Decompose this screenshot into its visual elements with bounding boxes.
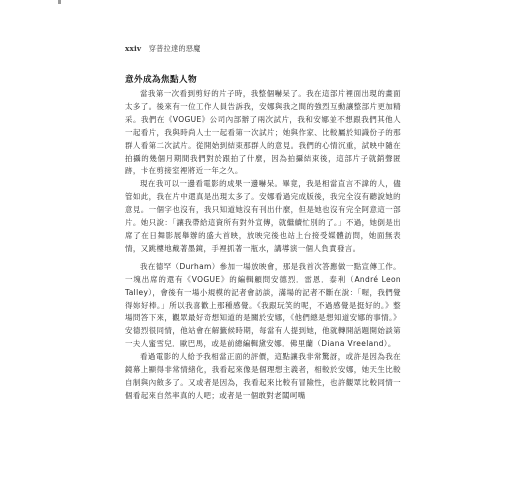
body-text <box>125 88 401 403</box>
paragraph-3: 我在德罕（Durham）參加一場放映會，那是我首次答應做一點宣傳工作。一塊出席的還有《VOGUE》的編輯顧問安德烈．雷恩．泰利（André Leon Talley），會後有一場小規模的記者會訪談，滿場的記者不斷在說：「喔，我們覺得妳好棒。」所以我喜歡上那種感覺。《我跟玩笑的呢，不過感覺是挺好的。》整場問答下來，觀眾最好奇想知道的是關於安娜，《他們總是想知道安娜的事情。》安德烈很同情，他站會在解籤候時期，每當有人提到她，他就轉開話題開始談第一夫人蜜雪兒．歐巴馬，或是前總編輯黛安娜．佛里蘭（Diana Vreeland）。 <box>125 261 401 349</box>
page-corner-mark <box>58 0 61 4</box>
paragraph-4: 看過電影的人給予我相當正面的評價，這點讓我非常驚訝，或許是因為我在鏡幕上顯得非常情緒化，我看起來像是個理想主義者，相較於安娜，她天生比較自制與內斂多了。又或者是因為，我看起來比較有冒險性，也許觀眾比較同情一個看起來自然率真的人吧；或者是一個敢對老闆呵嘴 <box>125 352 401 400</box>
running-head <box>125 44 201 54</box>
section-title: 意外成為焦點人物 <box>125 75 197 85</box>
paragraph-2: 現在我可以一邊看電影的成果一邊嚇呆。畢竟，我是相當直言不諱的人，儘管如此，我在片中還真是出現太多了。安娜看過完成版後，我完全沒有聽說她的意見。一個字也沒有，我只知道她沒有刊出什麼，但是她也沒有完全阿意這一部片。她只說：「讓我帶給這資所有對外宣傳，就繼續忙別的了。」不過，她倒是出席了在日舞影展舉辦的盛大首映，放映完後也站上台接受媒體訪問，她面無表情，又跳樓地戴著墨鏡，手裡抓著一瓶水，講導演一個人負責發言。 <box>125 179 401 253</box>
paragraph-1: 當我第一次看到剪好的片子時，我整個嚇呆了。我在這部片裡面出現的畫面太多了。後來有一位工作人員告訴我，安娜與我之間的強烈互動讓整部片更加精采。我們在《VOGUE》公司內部辦了兩次試片，我和安娜並不想跟我們其他人一起看片，我與時尚人士一起看第一次試片；她與作家、比較屬於知識份子的那群人看第二次試片。從開始到結束那群人的意見。我們的心情沉重，試映中隨在拍攝的幾個月期間我們對於跟拍了什麼，因為拍攝結束後，這部片子就銷聲匿跡，卡在剪接室裡將近一年之久。 <box>125 89 401 176</box>
page-number: xxiv <box>125 44 142 53</box>
book-title: 穿普拉達的惡魔 <box>148 44 201 53</box>
